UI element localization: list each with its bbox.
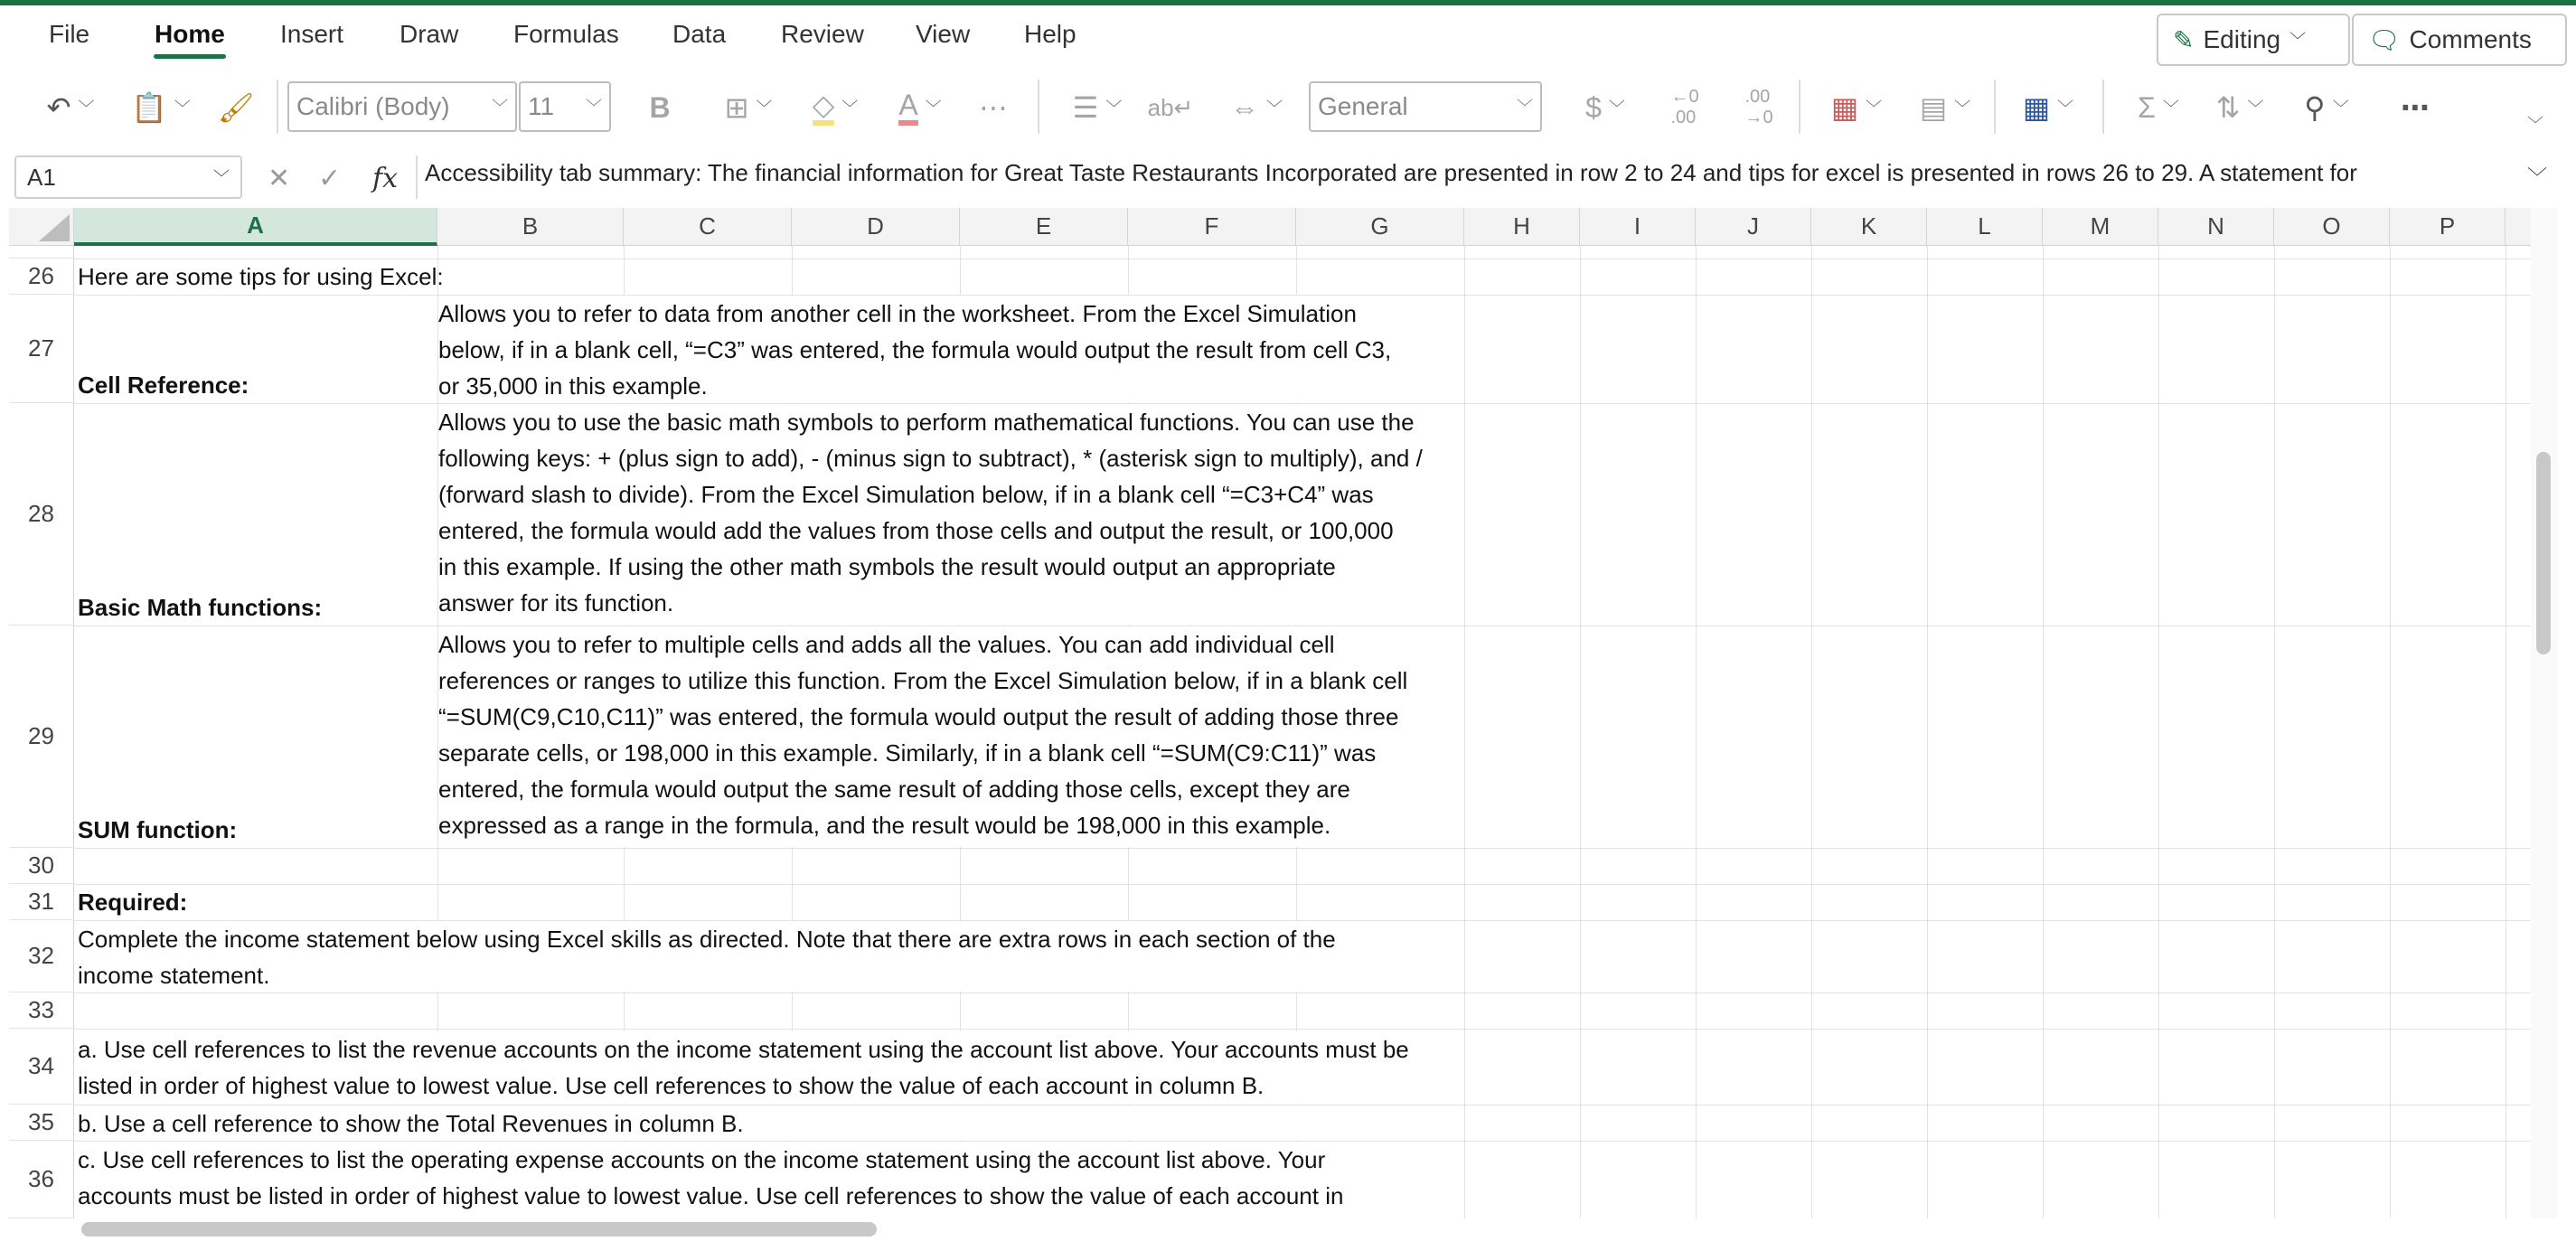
cell-a31[interactable]: Required:	[78, 889, 188, 916]
column-header-i[interactable]: I	[1580, 208, 1696, 246]
tab-draw[interactable]: Draw	[400, 20, 459, 48]
number-format-value: General	[1318, 92, 1408, 120]
gridline	[2043, 246, 2044, 1218]
gridline	[2505, 246, 2506, 1218]
chevron-down-icon: ﹀	[1517, 99, 1533, 117]
column-header-g[interactable]: G	[1296, 208, 1464, 246]
cell-a26[interactable]: Here are some tips for using Excel:	[78, 263, 444, 290]
find-button[interactable]	[2292, 85, 2361, 130]
cell-a34-line: a. Use cell references to list the revenue accounts on the income statement using the account list above. Your accounts must be	[78, 1036, 1409, 1063]
column-header-h[interactable]: H	[1464, 208, 1580, 246]
gridline	[74, 848, 2531, 849]
chevron-down-icon: ﹀	[2527, 116, 2543, 134]
tab-file[interactable]: File	[49, 20, 90, 48]
cell-a35[interactable]	[75, 1105, 1463, 1140]
gridline	[2274, 246, 2275, 1218]
wrap-text-button[interactable]	[1148, 85, 1193, 130]
row-header-29[interactable]: 29	[9, 626, 74, 848]
increase-decimal-button[interactable]	[1659, 85, 1710, 130]
chevron-down-icon: ﹀	[586, 99, 602, 117]
cell-b28-line: (forward slash to divide). From the Excel Simulation below, if in a blank cell “=C3+C4” was	[438, 481, 1374, 508]
column-header-k[interactable]: K	[1811, 208, 1927, 246]
editing-label: Editing	[2203, 25, 2281, 53]
toolbar-divider	[277, 80, 278, 134]
format-table-icon: ▤	[1919, 91, 1948, 124]
tab-home[interactable]: Home	[155, 20, 225, 48]
more-options-button[interactable]	[2388, 85, 2442, 130]
row-header-25[interactable]	[9, 246, 74, 259]
chevron-down-icon: ﹀	[1954, 99, 1971, 118]
fill-color-button[interactable]	[801, 85, 870, 130]
align-icon: ☰	[1072, 91, 1099, 124]
column-header-o[interactable]: O	[2274, 208, 2390, 246]
editing-mode-button[interactable]	[2157, 14, 2350, 66]
borders-button[interactable]	[714, 85, 783, 130]
chevron-down-icon: ﹀	[213, 169, 230, 187]
chevron-down-icon: ﹀	[2057, 99, 2074, 118]
cell-a29[interactable]: SUM function:	[78, 816, 238, 843]
column-header-f[interactable]: F	[1128, 208, 1296, 246]
comment-icon: 🗨	[2368, 25, 2401, 54]
vertical-scrollbar-track[interactable]	[2531, 208, 2558, 1218]
column-header-l[interactable]: L	[1927, 208, 2043, 246]
merge-icon: ⇔	[1230, 90, 1259, 124]
cell-b29-line: Allows you to refer to multiple cells and adds all the values. You can add individual cell	[438, 631, 1335, 658]
toolbar-divider	[2102, 80, 2104, 134]
find-icon: ⚲	[2304, 91, 2326, 124]
cell-a35-line: b. Use a cell reference to show the Total Revenues in column B.	[78, 1110, 744, 1137]
horizontal-scrollbar-thumb[interactable]	[81, 1222, 877, 1237]
chevron-down-icon: ﹀	[2162, 99, 2179, 118]
row-header-36[interactable]: 36	[9, 1141, 74, 1218]
merge-button[interactable]	[1222, 85, 1291, 130]
toolbar-divider	[1038, 80, 1039, 134]
column-header-c[interactable]: C	[624, 208, 792, 246]
collapse-ribbon-button[interactable]	[2522, 110, 2549, 137]
vertical-scrollbar-thumb[interactable]	[2536, 452, 2551, 654]
column-header-m[interactable]: M	[2043, 208, 2158, 246]
cell-b29-line: separate cells, or 198,000 in this example. Similarly, if in a blank cell “=SUM(C9:C11)” was	[438, 739, 1377, 767]
chevron-down-icon: ﹀	[1608, 99, 1625, 118]
row-header-31[interactable]: 31	[9, 884, 74, 920]
name-box-value: A1	[27, 163, 56, 191]
font-name-select[interactable]	[287, 81, 517, 132]
font-size-value: 11	[528, 92, 555, 120]
conditional-format-button[interactable]	[1822, 85, 1891, 130]
formula-input[interactable]: Accessibility tab summary: The financial information for Great Taste Restaurants Incorporated are presented in row 2 to 24 and tips for excel is presented in rows 26 to 29. A statement for	[425, 159, 2357, 186]
more-font-options-button[interactable]	[973, 85, 1014, 130]
fill-color-icon: ◇	[813, 89, 835, 126]
gridline	[1580, 246, 1581, 1218]
wrap-text-icon: ab↵	[1147, 93, 1194, 121]
formula-bar	[0, 152, 2576, 206]
cell-b28-line: entered, the formula would add the values from those cells and output the result, or 100,000	[438, 517, 1394, 544]
more-icon: ⋯	[979, 91, 1008, 124]
currency-icon: $	[1585, 90, 1602, 124]
increase-decimal-icon: ←0 .00	[1670, 87, 1699, 127]
conditional-format-icon: ▦	[1830, 91, 1859, 124]
cell-a32-line: income statement.	[78, 962, 270, 989]
tab-insert[interactable]: Insert	[280, 20, 344, 48]
chevron-down-icon: ﹀	[78, 99, 95, 118]
chevron-down-icon: ﹀	[1266, 99, 1283, 118]
gridline	[2390, 246, 2391, 1218]
cell-b29-line: “=SUM(C9,C10,C11)” was entered, the formula would output the result of adding those three	[438, 703, 1399, 730]
ribbon-tabs	[0, 5, 2576, 65]
decrease-decimal-icon: .00 →0	[1744, 87, 1773, 127]
borders-icon: ⊞	[724, 91, 749, 124]
row-header-32[interactable]: 32	[9, 920, 74, 992]
format-painter-icon: 🖌	[217, 91, 255, 124]
tab-view[interactable]: View	[916, 20, 971, 48]
gridline	[1696, 246, 1697, 1218]
cell-b28[interactable]	[438, 404, 1463, 625]
chevron-down-icon: ﹀	[2247, 99, 2264, 118]
cell-b29-line: entered, the formula would output the same result of adding those cells, except they are	[438, 776, 1350, 803]
formula-divider	[416, 155, 418, 199]
tab-review[interactable]: Review	[781, 20, 864, 48]
currency-button[interactable]	[1571, 85, 1640, 130]
active-tab-indicator	[154, 54, 226, 59]
cell-a32-line: Complete the income statement below using Excel skills as directed. Note that there are extra rows in each section of the	[78, 926, 1336, 953]
tab-help[interactable]: Help	[1024, 20, 1076, 48]
cell-b28-line: Allows you to use the basic math symbols to perform mathematical functions. You can use the	[438, 409, 1415, 436]
row-header-27[interactable]: 27	[9, 295, 74, 403]
paste-button[interactable]	[127, 85, 195, 130]
insert-function-button[interactable]: fx	[372, 163, 399, 194]
tab-formulas[interactable]: Formulas	[513, 20, 619, 48]
row-header-35[interactable]: 35	[9, 1105, 74, 1141]
chevron-down-icon[interactable]: ﹀	[2527, 166, 2548, 189]
column-header-d[interactable]: D	[792, 208, 960, 246]
column-header-p[interactable]: P	[2390, 208, 2505, 246]
column-header-overflow	[2505, 208, 2531, 246]
spreadsheet-grid	[9, 208, 2531, 1218]
column-header-j[interactable]: J	[1696, 208, 1811, 246]
paste-icon: 📋	[131, 91, 167, 124]
column-header-a[interactable]: A	[74, 208, 437, 246]
comments-button[interactable]	[2352, 14, 2567, 66]
row-header-30[interactable]: 30	[9, 848, 74, 884]
cell-a36[interactable]	[75, 1142, 1463, 1218]
cancel-icon[interactable]: ✕	[268, 164, 291, 193]
pencil-icon: ✎	[2173, 25, 2195, 54]
undo-icon: ↶	[46, 91, 71, 124]
column-header-n[interactable]: N	[2158, 208, 2274, 246]
format-painter-button[interactable]	[213, 85, 259, 130]
chevron-down-icon: ﹀	[174, 99, 191, 118]
gridline	[74, 1029, 2531, 1030]
home-toolbar	[0, 65, 2576, 152]
cell-a27[interactable]: Cell Reference:	[78, 372, 249, 399]
cell-styles-icon: ▦	[2022, 91, 2051, 124]
decrease-decimal-button[interactable]	[1734, 85, 1784, 130]
chevron-down-icon: ﹀	[756, 99, 773, 118]
cell-b29-line: expressed as a range in the formula, and the result would be 198,000 in this example.	[438, 812, 1331, 839]
autosum-icon: Σ	[2138, 90, 2156, 124]
bold-button[interactable]	[635, 85, 685, 130]
row-header-33[interactable]: 33	[9, 992, 74, 1029]
name-box[interactable]	[14, 155, 242, 199]
font-color-icon: A	[898, 89, 917, 126]
row-header-26[interactable]: 26	[9, 259, 74, 295]
chevron-down-icon: ﹀	[492, 99, 508, 117]
cell-b27[interactable]	[438, 296, 1463, 402]
autosum-button[interactable]	[2124, 85, 2193, 130]
align-button[interactable]	[1063, 85, 1132, 130]
enter-icon[interactable]: ✓	[318, 164, 342, 193]
chevron-down-icon: ﹀	[1866, 99, 1883, 118]
font-name-value: Calibri (Body)	[296, 92, 450, 120]
cell-b27-line: Allows you to refer to data from another cell in the worksheet. From the Excel Simulation	[438, 300, 1357, 327]
comments-label: Comments	[2409, 25, 2532, 53]
cell-a34-line: listed in order of highest value to lowest value. Use cell references to show the value of each account in column B.	[78, 1072, 1264, 1099]
format-table-button[interactable]	[1911, 85, 1979, 130]
tab-data[interactable]: Data	[672, 20, 727, 48]
chevron-down-icon: ﹀	[1105, 99, 1123, 118]
gridline	[1811, 246, 1812, 1218]
gridline	[2158, 246, 2159, 1218]
sort-filter-icon: ⇅	[2215, 91, 2241, 124]
bold-label: B	[649, 90, 671, 124]
more-icon: ⋯	[2401, 91, 2430, 124]
toolbar-divider	[1799, 80, 1800, 134]
number-format-select[interactable]	[1309, 81, 1542, 132]
chevron-down-icon: ﹀	[2332, 99, 2349, 118]
chevron-down-icon: ﹀	[841, 99, 859, 118]
cell-b28-line: in this example. If using the other math symbols the result would output an appropriate	[438, 553, 1336, 580]
cell-a32[interactable]	[75, 921, 1463, 992]
toolbar-divider	[1994, 80, 1996, 134]
row-header-28[interactable]: 28	[9, 403, 74, 626]
sort-filter-button[interactable]	[2205, 85, 2274, 130]
cell-b28-line: following keys: + (plus sign to add), - (minus sign to subtract), * (asterisk sign to multiply), and /	[438, 445, 1423, 472]
cell-b27-line: below, if in a blank cell, “=C3” was entered, the formula would output the result from cell C3,	[438, 336, 1392, 363]
cell-b28-line: answer for its function.	[438, 589, 674, 616]
cell-a34[interactable]	[75, 1031, 1463, 1104]
cell-a36-line: accounts must be listed in order of highest value to lowest value. Use cell references to show the value of each account in	[78, 1182, 1344, 1209]
cell-a28[interactable]: Basic Math functions:	[78, 594, 323, 621]
column-header-b[interactable]: B	[437, 208, 624, 246]
cell-a36-line: c. Use cell references to list the operating expense accounts on the income statement using the account list above. Your	[78, 1146, 1326, 1173]
cell-b29-line: references or ranges to utilize this function. From the Excel Simulation below, if in a blank cell	[438, 667, 1408, 694]
chevron-down-icon: ﹀	[2289, 32, 2307, 50]
gridline	[1464, 246, 1465, 1218]
select-all-corner[interactable]	[9, 208, 74, 246]
cell-b27-line: or 35,000 in this example.	[438, 372, 708, 400]
gridline	[1927, 246, 1928, 1218]
undo-button[interactable]	[36, 85, 105, 130]
column-header-e[interactable]: E	[960, 208, 1128, 246]
chevron-down-icon: ﹀	[925, 99, 942, 118]
font-size-select[interactable]	[519, 81, 611, 132]
cell-styles-button[interactable]	[2014, 85, 2082, 130]
row-header-34[interactable]: 34	[9, 1029, 74, 1105]
font-color-button[interactable]	[886, 85, 954, 130]
cell-b29[interactable]	[438, 626, 1463, 847]
gridline	[74, 884, 2531, 885]
